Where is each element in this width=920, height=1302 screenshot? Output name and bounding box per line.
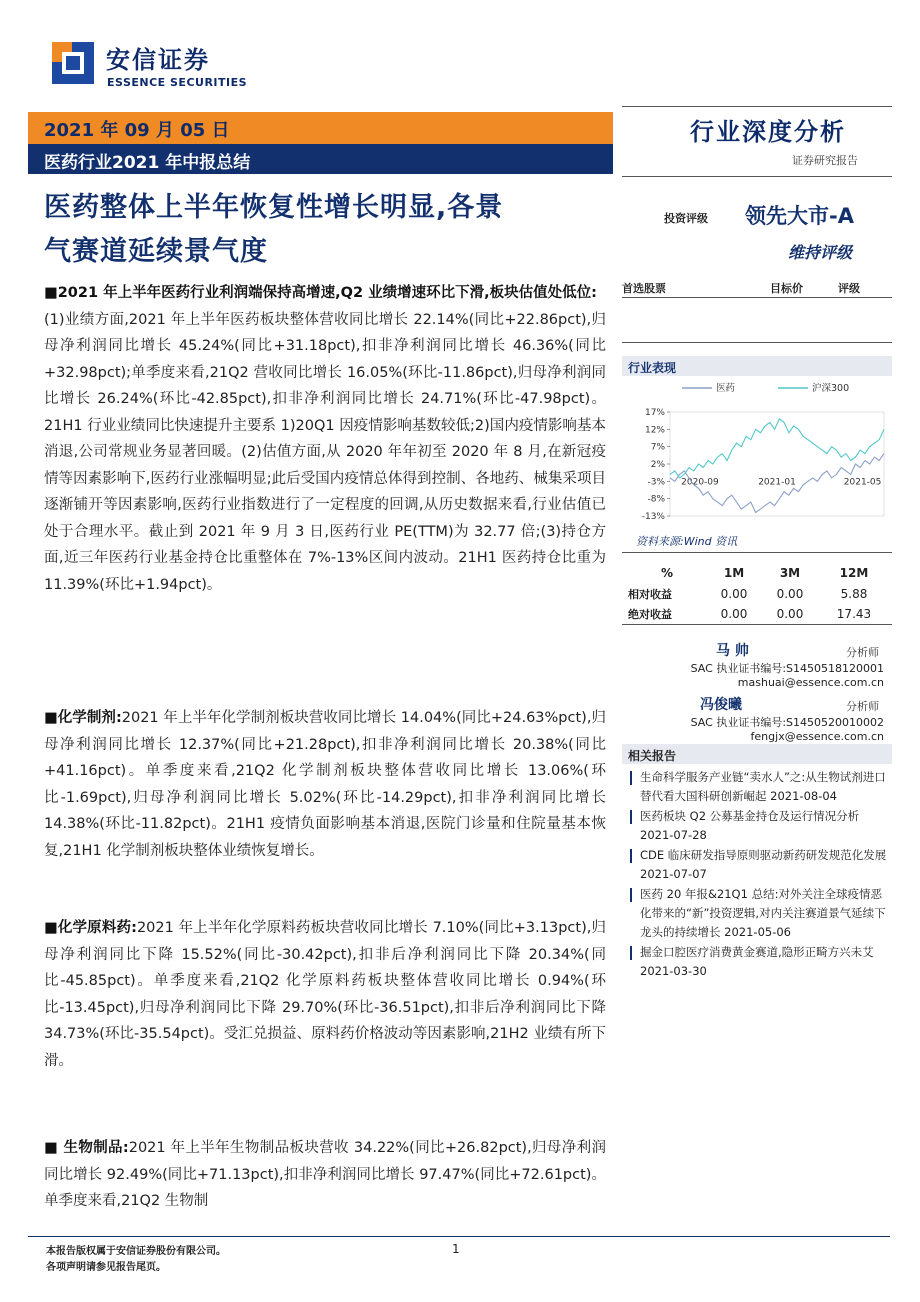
divider — [622, 624, 892, 625]
page-number: 1 — [452, 1242, 460, 1256]
paragraph-heading: ■ 生物制品: — [44, 1140, 129, 1156]
analyst-sac: SAC 执业证书编号:S1450520010002 — [690, 716, 884, 729]
analyst-role: 分析师 — [846, 700, 879, 713]
footer-copyright: 本报告版权属于安信证券股份有限公司。 — [46, 1246, 226, 1257]
y-tick-label: 17% — [644, 408, 665, 418]
col-header: 1M — [723, 566, 745, 580]
cell-1m: 0.00 — [720, 607, 748, 621]
table-header-row — [628, 562, 890, 584]
row-label: 绝对收益 — [628, 608, 672, 621]
series-line — [670, 419, 884, 478]
y-tick-label: -3% — [647, 477, 665, 488]
analyst-name: 马 帅 — [716, 643, 749, 659]
performance-title: 行业表现 — [628, 361, 677, 375]
analyst-sac: SAC 执业证书编号:S1450518120001 — [690, 662, 884, 675]
performance-chart — [622, 378, 892, 528]
paragraph-api — [44, 915, 606, 1074]
analyst-email[interactable]: mashuai@essence.com.cn — [737, 676, 884, 689]
table-row — [628, 604, 890, 624]
cell-3m: 0.00 — [776, 607, 804, 621]
rating-label: 投资评级 — [664, 212, 708, 225]
x-tick-label: 2021-05 — [843, 477, 882, 488]
related-title: 相关报告 — [628, 749, 677, 763]
col-header: % — [660, 566, 674, 580]
cell-12m: 5.88 — [840, 587, 868, 601]
paragraph-body: (1)业绩方面,2021 年上半年医药板块整体营收同比增长 22.14%(同比+22.86pct),归母净利润同比增长 45.24%(同比+31.18pct),扣非净利润同比增长 46.36%(同比+32.98pct);单季度来看,21Q2 营收同比增长 16.05%(环比-11.86pct),归母净利润同比增长 26.24%(环比-42.85pct),扣非净利润同比增长 24.71%(环比-47.98pct)。21H1 行业业绩同比快速提升主要系 1)20Q1 因疫情影响基数较低;2)国内疫情影响基本消退,公司常规业务显著回暖。(2)估值方面,从 2020 年年初至 2020 年 8 月,在新冠疫情等因素影响下,医药行业涨幅明显;此后受国内疫情总体得到控制、各地药、械集采项目逐渐铺开等因素影响,医药行业指数进行了一定程度的回调,从历史数据来看,行业估值已处于合理水平。截止到 2021 年 9 月 3 日,医药行业 PE(TTM)为 32.77 倍;(3)持仓方面,近三年医药行业基金持仓比重整体在 7%-13%区间内波动。21H1 医药持仓比重为 11.39%(环比+1.94pct)。 — [44, 311, 606, 593]
performance-table — [628, 562, 890, 624]
title-line-1: 医药整体上半年恢复性增长明显,各景 — [44, 192, 504, 223]
y-tick-label: -8% — [647, 494, 665, 505]
footer-disclaimer: 各项声明请参见报告尾页。 — [46, 1262, 166, 1273]
paragraph-overview — [44, 280, 606, 598]
related-list — [640, 768, 890, 982]
logo-cn: 安信证券 — [106, 46, 210, 74]
related-report-link[interactable]: 生命科学服务产业链“卖水人”之:从生物试剂进口替代看大国科研创新崛起 2021-08-04 — [640, 768, 890, 806]
related-report-link[interactable]: 掘金口腔医疗消费黄金赛道,隐形正畸方兴未艾 2021-03-30 — [640, 943, 890, 981]
legend-label: 沪深300 — [812, 383, 850, 394]
report-date: 2021 年 09 月 05 日 — [44, 120, 230, 141]
cell-12m: 17.43 — [836, 607, 872, 621]
stock-col-rating: 评级 — [838, 282, 860, 295]
related-report-link[interactable]: CDE 临床研发指导原则驱动新药研发规范化发展 2021-07-07 — [640, 846, 890, 884]
paragraph-chem-formulation — [44, 705, 606, 864]
cell-1m: 0.00 — [720, 587, 748, 601]
footer-divider — [28, 1236, 890, 1237]
legend-label: 医药 — [716, 383, 736, 394]
paragraph-heading: ■化学原料药: — [44, 920, 137, 936]
rating-value: 领先大市-A — [745, 204, 854, 228]
x-tick-label: 2021-01 — [758, 477, 796, 488]
related-report-link[interactable]: 医药 20 年报&21Q1 总结:对外关注全球疫情恶化带来的“新”投资逻辑,对内关注赛道景气延续下龙头的持续增长 2021-05-06 — [640, 885, 890, 942]
col-header: 3M — [779, 566, 801, 580]
analyst-role: 分析师 — [846, 646, 879, 659]
page-title — [44, 186, 614, 274]
analyst-email[interactable]: fengjx@essence.com.cn — [750, 730, 884, 743]
essence-logo-icon — [52, 42, 94, 84]
report-subtype: 证券研究报告 — [792, 154, 858, 167]
y-tick-label: -13% — [641, 512, 665, 522]
y-tick-label: 7% — [650, 442, 665, 453]
y-tick-label: 12% — [644, 425, 665, 436]
table-row — [628, 584, 890, 604]
x-tick-label: 2020-09 — [681, 477, 719, 488]
related-report-link[interactable]: 医药板块 Q2 公募基金持仓及运行情况分析 2021-07-28 — [640, 807, 890, 845]
logo-en: ESSENCE SECURITIES — [107, 76, 248, 89]
divider — [622, 297, 892, 298]
paragraph-heading: ■化学制剂: — [44, 710, 122, 726]
paragraph-body: 2021 年上半年生物制品板块营收 34.22%(同比+26.82pct),归母净利润同比增长 92.49%(同比+71.13pct),扣非净利润同比增长 97.47%(同比+72.61pct)。单季度来看,21Q2 生物制 — [44, 1140, 607, 1209]
divider — [622, 342, 892, 343]
col-header: 12M — [839, 566, 869, 580]
series-title: 医药行业2021 年中报总结 — [44, 153, 251, 173]
divider — [622, 552, 892, 553]
stock-col-name: 首选股票 — [622, 282, 666, 295]
cell-3m: 0.00 — [776, 587, 804, 601]
plot-frame — [670, 412, 884, 516]
chart-source: 资料来源:Wind 资讯 — [636, 535, 738, 548]
paragraph-body: 2021 年上半年化学原料药板块营收同比增长 7.10%(同比+3.13pct),归母净利润同比下降 15.52%(同比-30.42pct),扣非后净利润同比下降 20.34%(同比-45.85pct)。单季度来看,21Q2 化学原料药板块整体营收同比增长 0.94%(环比-13.45pct),归母净利润同比下降 29.70%(环比-36.51pct),扣非后净利润同比下降 34.73%(环比-35.54pct)。受汇兑损益、原料药价格波动等因素影响,21H2 业绩有所下滑。 — [44, 920, 606, 1069]
paragraph-biologics — [44, 1135, 606, 1215]
rating-action: 维持评级 — [788, 243, 853, 262]
report-type: 行业深度分析 — [690, 118, 846, 146]
analyst-name: 冯俊曦 — [700, 697, 742, 713]
stock-col-target: 目标价 — [770, 282, 803, 295]
title-line-2: 气赛道延续景气度 — [44, 236, 268, 267]
row-label: 相对收益 — [628, 588, 672, 601]
paragraph-body: 2021 年上半年化学制剂板块营收同比增长 14.04%(同比+24.63%pct),归母净利润同比增长 12.37%(同比+21.28pct),扣非净利润同比增长 20.38%(同比+41.16pct)。单季度来看,21Q2 化学制剂板块整体营收同比增长 13.06%(环比-1.69pct),归母净利润同比增长 5.02%(环比-14.29pct),扣非净利润同比增长 14.38%(环比-11.82pct)。21H1 疫情负面影响基本消退,医院门诊量和住院量基本恢复,21H1 化学制剂板块整体业绩恢复增长。 — [44, 710, 606, 859]
y-tick-label: 2% — [650, 460, 665, 470]
divider — [622, 106, 892, 107]
divider — [622, 176, 892, 177]
paragraph-heading: ■2021 年上半年医药行业利润端保持高增速,Q2 业绩增速环比下滑,板块估值处低位: — [44, 285, 597, 301]
